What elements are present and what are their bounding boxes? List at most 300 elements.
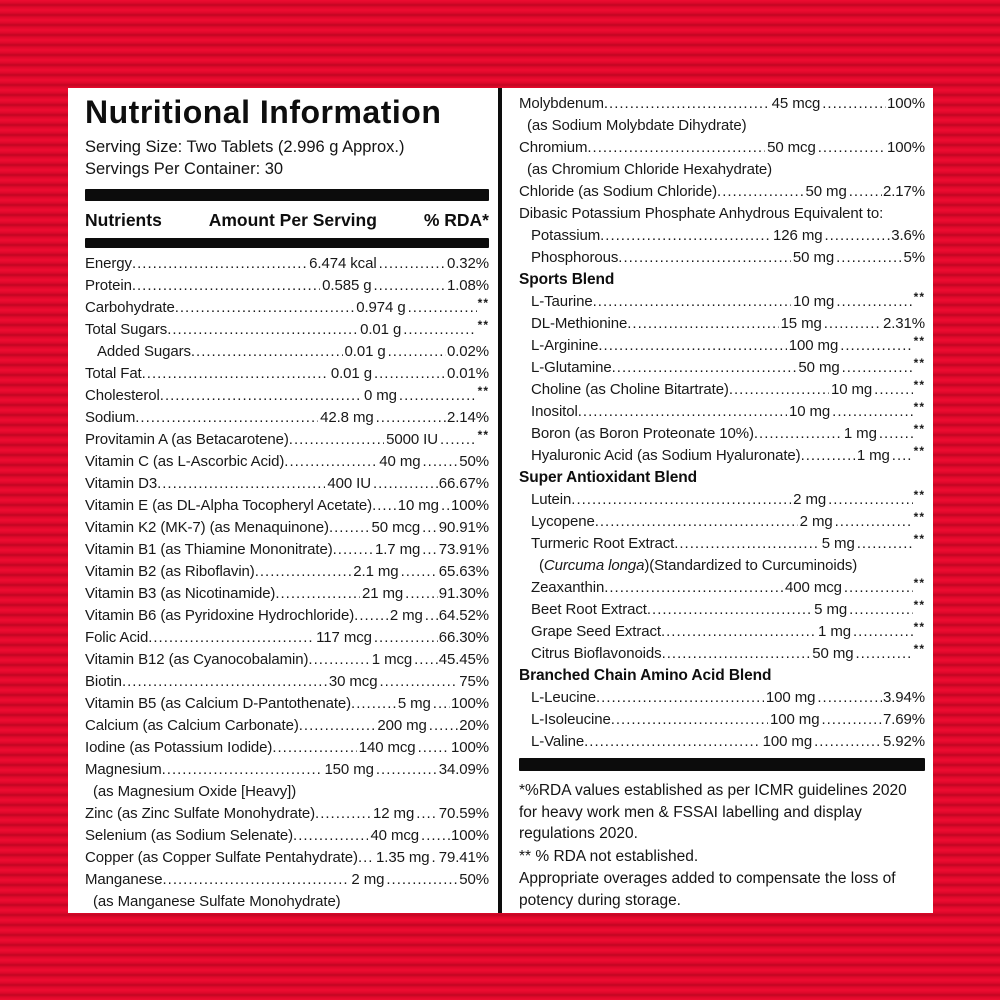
rda-value: ** (913, 334, 925, 348)
nutrient-row (519, 599, 925, 621)
dot-leader (832, 401, 912, 420)
nutrient-label: L-Valine (531, 733, 585, 750)
nutrient-row (85, 825, 489, 847)
rda-value: ** (913, 510, 925, 524)
nutrient-row (85, 715, 489, 737)
amount-value: 10 mg (793, 293, 835, 310)
dot-leader (627, 313, 778, 332)
row-label: Branched Chain Amino Acid Blend (519, 667, 772, 684)
rda-value: 2.14% (446, 409, 489, 426)
nutrient-label: Vitamin B6 (as Pyridoxine Hydrochloride) (85, 607, 355, 624)
rda-value: 50% (459, 453, 489, 470)
amount-value: 5 mg (821, 535, 855, 552)
rda-value: 1.08% (446, 277, 489, 294)
dot-leader (429, 715, 458, 734)
nutrient-label: Citrus Bioflavonoids (531, 645, 662, 662)
nutrient-row (519, 577, 925, 599)
dot-leader (374, 627, 438, 646)
nutrient-row (519, 511, 925, 533)
dot-leader (612, 357, 797, 376)
nutrient-label: Energy (85, 255, 132, 272)
rda-value: 0.02% (446, 343, 489, 360)
dot-leader (308, 649, 369, 668)
nutrient-row (85, 517, 489, 539)
nutrient-label: L-Taurine (531, 293, 593, 310)
dot-leader (399, 385, 477, 404)
nutrient-row (519, 423, 925, 445)
dot-leader (717, 181, 803, 200)
rda-value: 100% (887, 139, 925, 156)
nutrient-row (85, 341, 489, 363)
dot-leader (372, 495, 396, 514)
nutrient-label: Folic Acid (85, 629, 149, 646)
dot-leader (122, 671, 327, 690)
rda-value: 45.45% (438, 651, 489, 668)
dot-leader (135, 407, 318, 426)
row-label: (as Magnesium Oxide [Heavy]) (93, 783, 297, 800)
dot-leader (175, 297, 355, 316)
rda-value: 0.32% (446, 255, 489, 272)
nutrient-label: Manganese (85, 871, 163, 888)
rda-value: ** (477, 428, 489, 442)
dot-leader (401, 561, 438, 580)
nutrient-source-line (519, 159, 925, 181)
row-label: Sports Blend (519, 271, 615, 288)
nutrient-label: Protein (85, 277, 132, 294)
amount-value: 100 mg (788, 337, 839, 354)
nutrient-row (85, 847, 489, 869)
nutrient-label: Vitamin E (as DL-Alpha Tocopheryl Acetate) (85, 497, 373, 514)
dot-leader (842, 357, 913, 376)
dot-leader (142, 363, 329, 382)
dot-leader (148, 627, 314, 646)
amount-value: 50 mg (798, 359, 840, 376)
dot-leader (416, 803, 438, 822)
nutrient-row (519, 357, 925, 379)
servings-per-container-text: Servings Per Container: 30 (85, 160, 284, 178)
amount-value: 5000 IU (386, 431, 438, 448)
row-label: Super Antioxidant Blend (519, 469, 697, 486)
nutrient-row (85, 869, 489, 891)
amount-value: 2 mg (389, 607, 423, 624)
nutrient-row (85, 275, 489, 297)
rda-value: ** (477, 384, 489, 398)
dot-leader (571, 489, 791, 508)
dot-leader (376, 759, 438, 778)
amount-value: 10 mg (397, 497, 439, 514)
nutrient-label: L-Isoleucine (531, 711, 611, 728)
blend-header-row (519, 269, 925, 291)
dot-leader (191, 341, 343, 360)
dot-leader (379, 671, 458, 690)
dot-leader (167, 319, 358, 338)
amount-value: 30 mcg (328, 673, 378, 690)
left-column (85, 92, 489, 913)
nutrient-row (85, 297, 489, 319)
dot-leader (844, 577, 913, 596)
amount-value: 0.585 g (322, 277, 372, 294)
dot-leader (824, 313, 882, 332)
nutrient-label: Provitamin A (as Betacarotene) (85, 431, 289, 448)
amount-value: 0 mg (363, 387, 397, 404)
dot-leader (849, 181, 882, 200)
nutrient-label: Carbohydrate (85, 299, 175, 316)
rda-value: ** (913, 620, 925, 634)
amount-value: 21 mg (361, 585, 404, 602)
dot-leader (855, 643, 912, 662)
footnote-rda-not-established: ** % RDA not established. (519, 847, 699, 865)
footnotes (519, 771, 925, 911)
dot-leader (853, 621, 913, 640)
rda-value: 64.52% (438, 607, 489, 624)
nutrient-label: Inositol (531, 403, 578, 420)
nutrient-label: Cholesterol (85, 387, 160, 404)
dot-leader (160, 385, 362, 404)
species-name: Curcuma longa (543, 557, 645, 574)
amount-value: 100 mg (762, 733, 813, 750)
dot-leader (584, 731, 761, 750)
nutrient-label: Magnesium (85, 761, 162, 778)
amount-value: 2 mg (351, 871, 385, 888)
nutrient-label: Copper (as Copper Sulfate Pentahydrate) (85, 849, 358, 866)
dot-leader (376, 407, 446, 426)
dot-leader (801, 445, 855, 464)
dot-leader (828, 489, 913, 508)
separator-bar (85, 238, 489, 248)
dot-leader (408, 297, 477, 316)
dot-leader (674, 533, 820, 552)
dot-leader (892, 445, 913, 464)
dot-leader (836, 291, 912, 310)
dot-leader (422, 539, 438, 558)
rda-value: ** (913, 444, 925, 458)
amount-value: 0.01 g (360, 321, 402, 338)
nutrient-label: L-Leucine (531, 689, 596, 706)
header-rda: % RDA* (423, 210, 489, 230)
dot-leader (422, 517, 438, 536)
rda-value: 34.09% (438, 761, 489, 778)
amount-value: 1 mg (856, 447, 890, 464)
amount-value: 10 mg (788, 403, 831, 420)
nutrient-row (85, 495, 489, 517)
amount-value: 5 mg (397, 695, 431, 712)
rda-value: ** (913, 356, 925, 370)
dot-leader (425, 605, 438, 624)
nutrient-label: Vitamin B1 (as Thiamine Mononitrate) (85, 541, 333, 558)
column-divider (498, 88, 502, 913)
nutrient-label: Lycopene (531, 513, 595, 530)
nutrient-label: Vitamin B12 (as Cyanocobalamin) (85, 651, 309, 668)
amount-value: 2.1 mg (353, 563, 399, 580)
dot-leader (840, 335, 912, 354)
dot-leader (421, 825, 450, 844)
header-amount-per-serving: Amount Per Serving (208, 210, 377, 230)
amount-value: 42.8 mg (320, 409, 374, 426)
dot-leader (293, 825, 368, 844)
amount-value: 150 mg (324, 761, 374, 778)
dot-leader (423, 451, 459, 470)
rda-value: 100% (451, 497, 489, 514)
row-label: (as Chromium Chloride Hexahydrate) (527, 161, 773, 178)
nutrient-source-line (519, 115, 925, 137)
header-nutrients: Nutrients (85, 210, 162, 230)
blend-header-row (519, 665, 925, 687)
dot-leader (604, 93, 770, 112)
dot-leader (388, 341, 446, 360)
dot-leader (379, 253, 446, 272)
dot-leader (373, 473, 438, 492)
rda-value: ** (913, 576, 925, 590)
amount-value: 1 mg (818, 623, 851, 640)
nutrient-label: Zeaxanthin (531, 579, 605, 596)
dot-leader (824, 225, 890, 244)
dot-leader (587, 137, 765, 156)
dot-leader (132, 275, 320, 294)
nutrient-label: Hyaluronic Acid (as Sodium Hyaluronate) (531, 447, 801, 464)
rda-value: 3.94% (882, 689, 925, 706)
rda-value: 100% (451, 695, 489, 712)
nutrient-rows-left (85, 253, 489, 913)
nutrient-label: L-Arginine (531, 337, 599, 354)
dot-leader (596, 687, 764, 706)
rda-value: ** (913, 378, 925, 392)
nutrient-row (85, 759, 489, 781)
dot-leader (729, 379, 829, 398)
label-title: Nutritional Information (85, 94, 442, 130)
dot-leader (440, 429, 477, 448)
separator-bar (519, 758, 925, 771)
dot-leader (255, 561, 352, 580)
dot-leader (817, 687, 882, 706)
dot-leader (821, 709, 882, 728)
dot-leader (163, 869, 350, 888)
table-header (85, 201, 489, 238)
dot-leader (662, 643, 811, 662)
footnote-overages: Appropriate overages added to compensate the loss of potency during storage. (519, 870, 896, 909)
amount-value: 45 mcg (771, 95, 821, 112)
amount-value: 50 mcg (767, 139, 816, 156)
rda-value: 50% (459, 871, 489, 888)
amount-value: 140 mcg (358, 739, 416, 756)
nutrient-label: Lutein (531, 491, 572, 508)
nutrient-label: Iodine (as Potassium Iodide) (85, 739, 273, 756)
amount-value: 15 mg (780, 315, 822, 332)
row-label: Dibasic Potassium Phosphate Anhydrous Equivalent to: (519, 205, 884, 222)
amount-value: 50 mcg (371, 519, 421, 536)
rda-value: 66.30% (438, 629, 489, 646)
rda-value: 2.17% (882, 183, 925, 200)
dot-leader (386, 869, 458, 888)
nutrient-label: Grape Seed Extract (531, 623, 661, 640)
amount-value: 12 mg (373, 805, 415, 822)
nutrient-source-line (85, 891, 489, 913)
dot-leader (874, 379, 913, 398)
rda-value: 66.67% (438, 475, 489, 492)
dot-leader (284, 451, 377, 470)
dot-leader (647, 599, 812, 618)
rda-value: 5% (903, 249, 925, 266)
nutrient-row (519, 401, 925, 423)
nutrient-label: Sodium (85, 409, 136, 426)
row-label: (as Sodium Molybdate Dihydrate) (527, 117, 747, 134)
nutrient-row (519, 731, 925, 753)
nutrient-row (85, 385, 489, 407)
dot-leader (822, 93, 886, 112)
dot-leader (374, 363, 446, 382)
rda-value: 73.91% (438, 541, 489, 558)
dot-leader (598, 335, 786, 354)
nutrient-row (519, 445, 925, 467)
blend-header-row (519, 467, 925, 489)
rda-value: ** (913, 532, 925, 546)
nutrient-row (85, 693, 489, 715)
amount-value: 10 mg (830, 381, 873, 398)
rda-value: ** (913, 290, 925, 304)
rda-value: ** (913, 598, 925, 612)
amount-value: 0.01 g (330, 365, 372, 382)
nutrient-source-line (85, 781, 489, 803)
nutrient-label: Biotin (85, 673, 122, 690)
nutrient-label: Zinc (as Zinc Sulfate Monohydrate) (85, 805, 316, 822)
amount-value: 2 mg (793, 491, 827, 508)
amount-value: 100 mg (770, 711, 820, 728)
label-text: )(Standardized to Curcuminoids) (644, 557, 858, 574)
nutrient-row (85, 451, 489, 473)
rda-value: 0.01% (446, 365, 489, 382)
dot-leader (132, 253, 307, 272)
amount-value: 6.474 kcal (309, 255, 377, 272)
nutrient-label: Boron (as Boron Proteonate 10%) (531, 425, 754, 442)
nutrient-row (519, 687, 925, 709)
nutrient-label: Added Sugars (97, 343, 191, 360)
nutrient-row (519, 643, 925, 665)
nutrient-label: Total Sugars (85, 321, 168, 338)
nutrient-label: Total Fat (85, 365, 142, 382)
amount-value: 50 mg (792, 249, 835, 266)
nutrient-row (85, 561, 489, 583)
amount-value: 1 mg (843, 425, 877, 442)
nutrient-label: Choline (as Choline Bitartrate) (531, 381, 729, 398)
nutrient-row (85, 649, 489, 671)
dot-leader (595, 511, 798, 530)
nutrient-label: DL-Methionine (531, 315, 628, 332)
amount-value: 40 mcg (370, 827, 420, 844)
nutrient-label: Vitamin B5 (as Calcium D-Pantothenate) (85, 695, 352, 712)
nutrient-label: Chromium (519, 139, 588, 156)
dot-leader (849, 599, 913, 618)
nutrient-row (85, 539, 489, 561)
amount-value: 5 mg (814, 601, 848, 618)
dot-leader (593, 291, 791, 310)
dot-leader (354, 605, 388, 624)
nutrient-label: Vitamin B3 (as Nicotinamide) (85, 585, 276, 602)
amount-value: 2 mg (799, 513, 833, 530)
amount-value: 400 mcg (785, 579, 842, 596)
dot-leader (814, 731, 882, 750)
nutrient-row (519, 335, 925, 357)
rda-value: 3.6% (891, 227, 925, 244)
dot-leader (879, 423, 913, 442)
amount-value: 50 mg (805, 183, 847, 200)
nutrient-label: L-Glutamine (531, 359, 612, 376)
nutrient-row (519, 93, 925, 115)
rda-value: ** (913, 400, 925, 414)
nutrient-row (519, 379, 925, 401)
amount-value: 40 mg (379, 453, 421, 470)
nutrient-row (85, 253, 489, 275)
dot-leader (157, 473, 325, 492)
rda-value: ** (477, 318, 489, 332)
nutrient-row (85, 671, 489, 693)
dot-leader (818, 137, 886, 156)
dot-leader (272, 737, 356, 756)
nutrient-row (85, 473, 489, 495)
nutrient-label: Potassium (531, 227, 601, 244)
dot-leader (418, 737, 450, 756)
nutrient-label: Phosphorous (531, 249, 619, 266)
dot-leader (661, 621, 816, 640)
label-text: ( (539, 557, 544, 574)
nutrient-row (519, 137, 925, 159)
dot-leader (578, 401, 787, 420)
nutrient-row (519, 313, 925, 335)
nutrient-row (85, 407, 489, 429)
dot-leader (358, 847, 374, 866)
amount-value: 100 mg (765, 689, 816, 706)
nutrient-row (85, 363, 489, 385)
nutrient-rows-right (519, 93, 925, 753)
nutrient-row (519, 291, 925, 313)
dot-leader (299, 715, 376, 734)
nutrient-row (519, 621, 925, 643)
rda-value: 100% (451, 827, 489, 844)
dot-leader (835, 511, 913, 530)
dot-leader (162, 759, 323, 778)
nutrient-label: Vitamin K2 (MK-7) (as Menaquinone) (85, 519, 329, 536)
dot-leader (315, 803, 371, 822)
row-label (539, 555, 857, 577)
nutrient-row (85, 429, 489, 451)
nutrient-label: Vitamin B2 (as Riboflavin) (85, 563, 255, 580)
nutrient-row (519, 709, 925, 731)
nutrient-label: Vitamin C (as L-Ascorbic Acid) (85, 453, 285, 470)
amount-value: 0.974 g (356, 299, 406, 316)
nutrient-row (519, 489, 925, 511)
rda-value: ** (477, 296, 489, 310)
dot-leader (600, 225, 771, 244)
dot-leader (611, 709, 768, 728)
nutrient-label: Molybdenum (519, 95, 604, 112)
rda-value: 7.69% (882, 711, 926, 728)
amount-value: 1.7 mg (374, 541, 421, 558)
nutrient-row (85, 319, 489, 341)
separator-bar (85, 189, 489, 201)
dot-leader (836, 247, 902, 266)
dot-leader (857, 533, 913, 552)
nutrient-label: Turmeric Root Extract (531, 535, 675, 552)
serving-size-text: Serving Size: Two Tablets (2.996 g Approx.) (85, 138, 405, 156)
amount-value: 200 mg (377, 717, 427, 734)
nutrient-label: Beet Root Extract (531, 601, 647, 618)
nutrient-source-line (519, 555, 925, 577)
dot-leader (414, 649, 438, 668)
nutrient-row (85, 737, 489, 759)
dot-leader (604, 577, 783, 596)
right-column (519, 93, 925, 912)
rda-value: ** (913, 488, 925, 502)
rda-value: 79.41% (438, 849, 489, 866)
nutrient-row (85, 803, 489, 825)
